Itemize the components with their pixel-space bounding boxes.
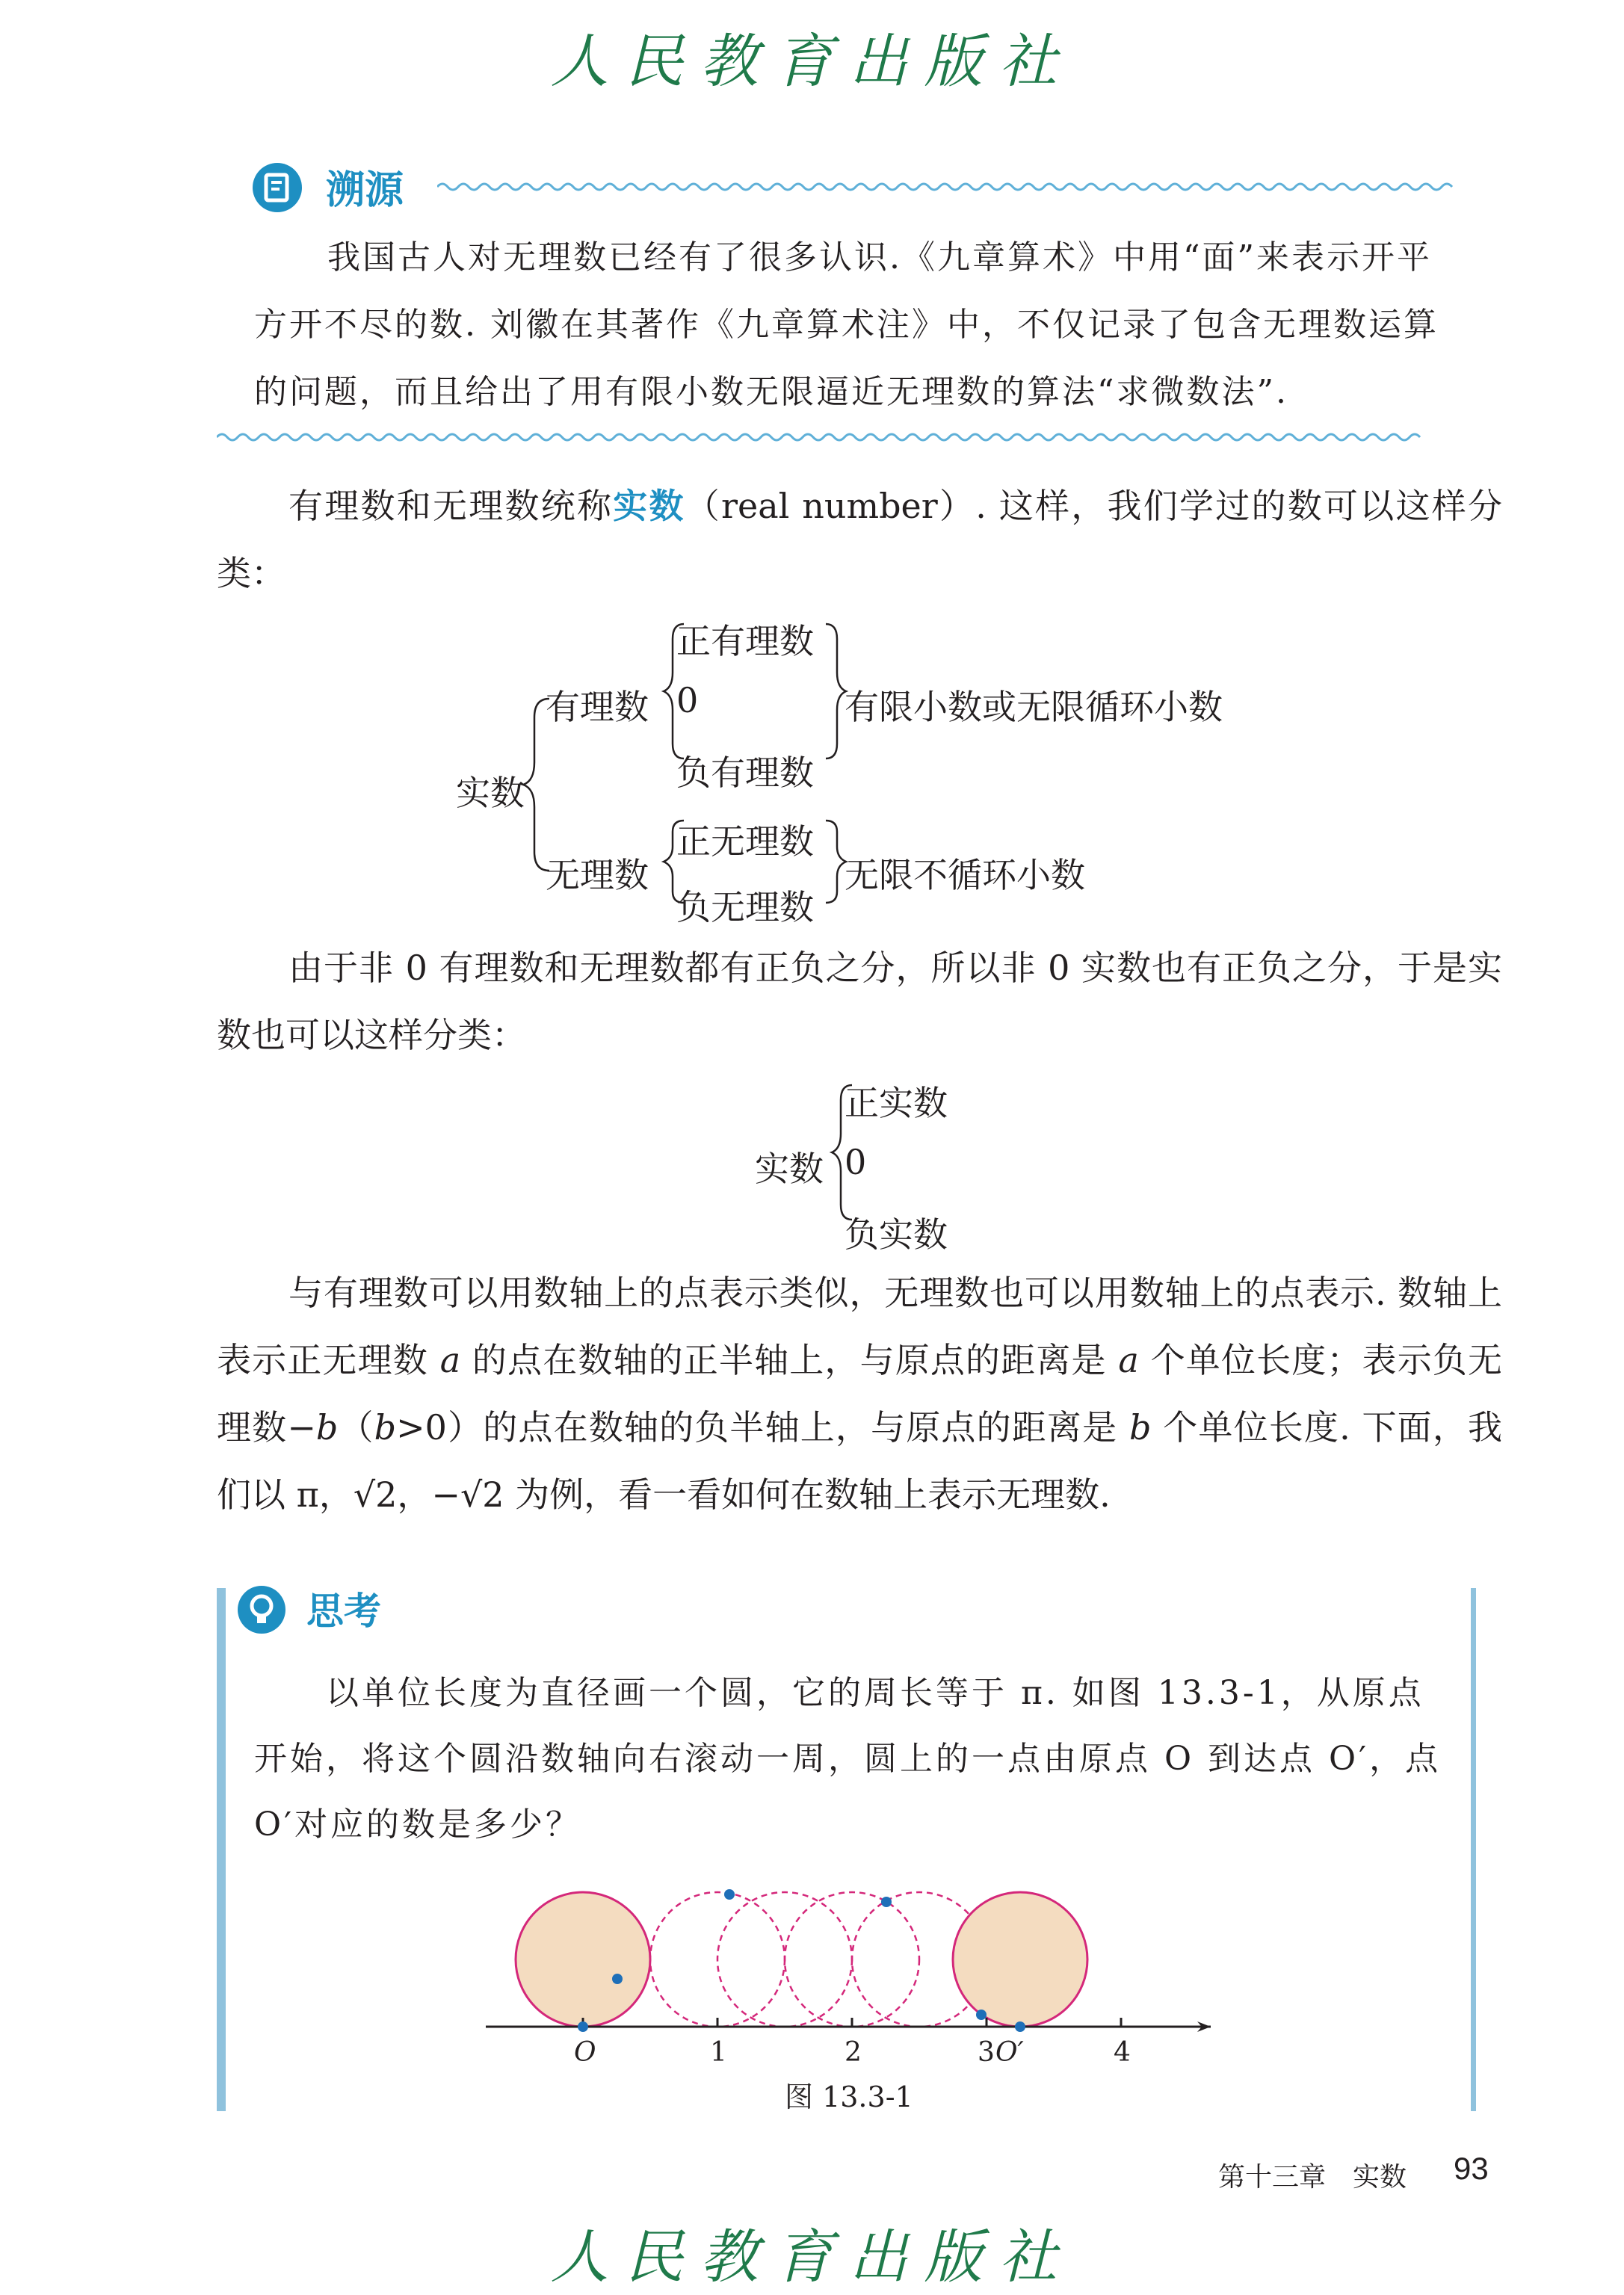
label-O-prime: O′	[995, 2037, 1024, 2063]
tree2-neg: 负实数	[845, 1214, 948, 1255]
circle-end	[953, 1892, 1087, 2027]
label-1: 1	[710, 2037, 727, 2063]
tree1-root: 实数	[456, 773, 525, 813]
think-box-left-bar	[217, 1588, 226, 2111]
figure-caption: 图 13.3-1	[785, 2081, 913, 2113]
paragraph-sign-classification: 由于非 0 有理数和无理数都有正负之分，所以非 0 实数也有正负之分，于是实数也可以这样分类：	[217, 948, 1502, 1055]
circle-start	[516, 1892, 650, 2027]
para1-before: 有理数和无理数统称	[288, 486, 614, 526]
para3-text-1: 与有理数可以用数轴上的点表示类似，无理数也可以用数轴上的点表示. 数轴上表示正无理数	[217, 1273, 1502, 1380]
paragraph-number-line-irrational	[217, 1259, 1502, 1528]
tree1-pos-irrational: 正无理数	[676, 821, 814, 862]
tree1-rational-desc: 有限小数或无限循环小数	[845, 687, 1223, 727]
source-box-text: 我国古人对无理数已经有了很多认识.《九章算术》中用“面”来表示开平方开不尽的数. 刘徽在其著作《九章算术注》中，不仅记录了包含无理数运算的问题，而且给出了用有限小数无限逼近无理数的算法“求微数法”.	[254, 238, 1439, 411]
tree2-root: 实数	[755, 1149, 824, 1189]
para3-text-5: >0）的点在数轴的负半轴上，与原点的距离是	[396, 1407, 1130, 1448]
var-a: a	[439, 1340, 461, 1380]
tree1-irrational: 无理数	[546, 855, 649, 895]
think-box-text: 以单位长度为直径画一个圆，它的周长等于 π. 如图 13.3-1，从原点开始，将这个圆沿数轴向右滚动一周，圆上的一点由原点 O 到达点 O′，点 O′对应的数是多少？	[254, 1674, 1442, 1844]
publisher-header: 人民教育出版社	[550, 28, 1074, 96]
para1-after: （real number）. 这样，我们学过的数可以这样分类：	[217, 486, 1502, 593]
tree1-pos-rational: 正有理数	[676, 621, 814, 661]
lightbulb-icon	[238, 1586, 285, 1634]
tree1-rational: 有理数	[546, 687, 649, 727]
tree1-neg-irrational: 负无理数	[676, 887, 814, 927]
label-3: 3	[978, 2037, 995, 2063]
tree1-braces	[0, 0, 1624, 972]
tree1-neg-rational: 负有理数	[676, 753, 814, 793]
para3-text-6: 个单位长度. 下面，我们以 π，√2，−√2 为例，看一看如何在数轴上表示无理数.	[217, 1407, 1503, 1515]
para3-text-4: （	[338, 1407, 374, 1448]
var-b: b	[374, 1407, 397, 1448]
tree2-pos: 正实数	[845, 1083, 948, 1123]
label-O: O	[574, 2037, 596, 2063]
tree1-irrational-desc: 无限不循环小数	[845, 855, 1085, 895]
var-a: a	[1118, 1340, 1139, 1380]
para3-text-3: 个单位长度；表示负无理数−	[217, 1340, 1503, 1448]
label-2: 2	[845, 2037, 862, 2063]
keyword-real-number: 实数	[613, 486, 685, 526]
footer-chapter: 第十三章 实数	[1218, 2162, 1407, 2193]
tree1-zero: 0	[676, 680, 699, 720]
tree2-zero: 0	[845, 1142, 867, 1182]
rolling-circle-figure	[463, 1868, 1241, 2063]
think-box-title: 思考	[306, 1590, 381, 1633]
var-b: b	[1129, 1407, 1152, 1448]
var-b: b	[315, 1407, 339, 1448]
source-box-title: 溯源	[326, 168, 404, 213]
page-number: 93	[1454, 2151, 1489, 2186]
label-4: 4	[1114, 2037, 1131, 2063]
think-box-right-bar	[1471, 1588, 1476, 2111]
publisher-footer: 人民教育出版社	[550, 2224, 1074, 2291]
tree2-brace	[0, 1046, 1624, 1270]
para3-text-2: 的点在数轴的正半轴上，与原点的距离是	[460, 1340, 1119, 1380]
